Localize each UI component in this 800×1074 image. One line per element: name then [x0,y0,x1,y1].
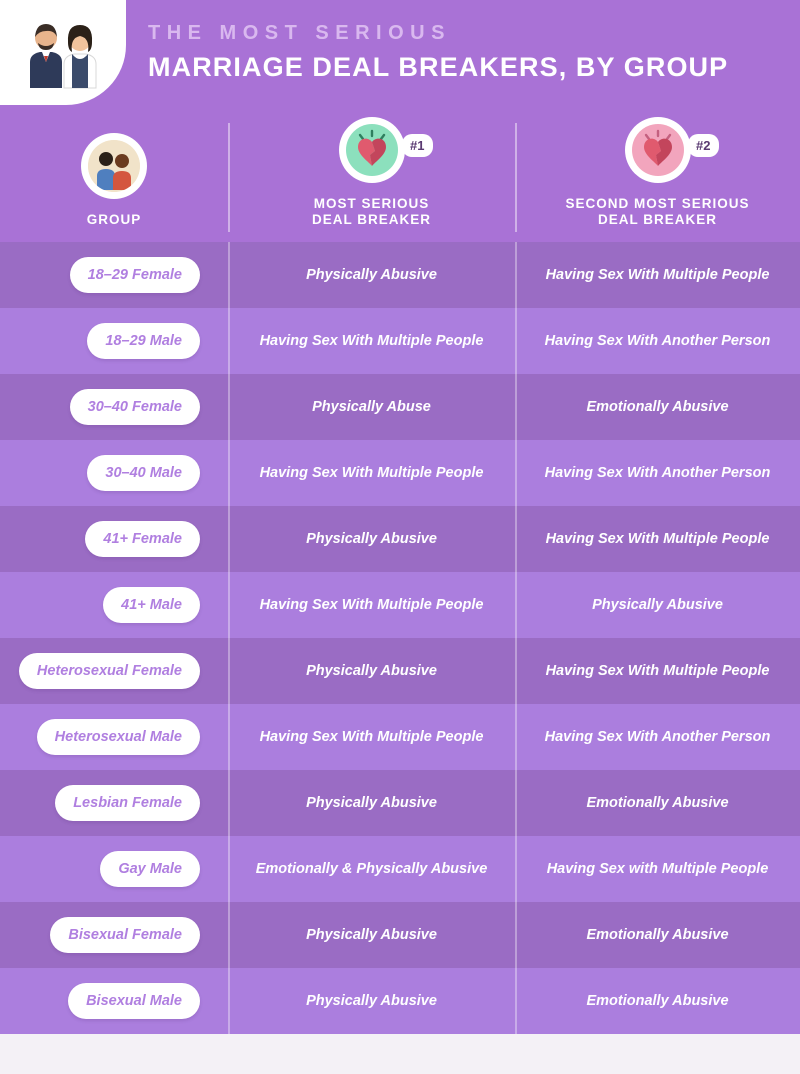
group-pill: 30–40 Female [70,389,200,425]
table-row [0,506,800,572]
column-header-first-line1: MOST SERIOUS [313,196,430,211]
header-divider-2 [515,123,517,232]
row-divider [228,308,230,374]
column-header-first-label [312,196,431,228]
second-deal-breaker-cell: Emotionally Abusive [586,399,729,415]
group-cell [0,587,228,623]
row-divider [515,968,517,1034]
first-deal-breaker-cell: Having Sex With Multiple People [259,729,484,745]
row-divider [515,374,517,440]
table-header-row [0,105,800,242]
second-deal-breaker-cell: Having Sex With Another Person [544,465,771,481]
second-deal-breaker-cell: Having Sex With Multiple People [545,267,770,283]
row-divider [515,704,517,770]
column-header-second-line1: SECOND MOST SERIOUS [565,196,750,211]
table-row [0,374,800,440]
footer-spacer [0,1034,800,1074]
group-pill: Heterosexual Male [37,719,200,755]
row-divider [228,836,230,902]
row-divider [228,506,230,572]
first-deal-breaker-cell: Emotionally & Physically Abusive [255,861,488,877]
first-deal-breaker-cell: Physically Abusive [306,927,437,943]
second-deal-breaker-cell: Emotionally Abusive [586,795,729,811]
group-cell [0,719,228,755]
table-row [0,968,800,1034]
first-deal-breaker-cell: Physically Abusive [306,663,437,679]
row-divider [228,902,230,968]
two-people-icon [81,133,147,199]
header-kicker: THE MOST SERIOUS [148,22,451,44]
group-cell [0,653,228,689]
first-deal-breaker-cell: Having Sex With Multiple People [259,597,484,613]
group-cell [0,521,228,557]
second-deal-breaker-cell: Having Sex With Another Person [544,333,771,349]
table-body [0,242,800,1034]
table-row [0,770,800,836]
row-divider [515,506,517,572]
table-row [0,638,800,704]
row-divider [228,374,230,440]
group-cell [0,323,228,359]
row-divider [228,968,230,1034]
table-row [0,704,800,770]
second-deal-breaker-cell: Emotionally Abusive [586,927,729,943]
group-cell [0,389,228,425]
row-divider [515,440,517,506]
broken-heart-green-icon [339,117,425,183]
rank-badge-2: #2 [688,134,718,157]
column-header-group-label: GROUP [86,212,142,227]
second-deal-breaker-cell: Physically Abusive [592,597,723,613]
second-deal-breaker-cell: Emotionally Abusive [586,993,729,1009]
group-cell [0,455,228,491]
column-header-second [515,105,800,242]
row-divider [515,242,517,308]
row-divider [228,770,230,836]
couple-illustration-icon [20,16,106,90]
row-divider [515,836,517,902]
row-divider [515,770,517,836]
group-pill: 30–40 Male [87,455,200,491]
group-cell [0,785,228,821]
second-deal-breaker-cell: Having Sex with Multiple People [546,861,769,877]
row-divider [228,704,230,770]
row-divider [515,902,517,968]
column-header-first-line2: DEAL BREAKER [311,212,431,227]
table-row [0,440,800,506]
header-divider-1 [228,123,230,232]
second-deal-breaker-cell: Having Sex With Another Person [544,729,771,745]
column-header-first [228,105,515,242]
first-deal-breaker-cell: Physically Abusive [306,795,437,811]
header-banner [0,0,800,105]
group-pill: Gay Male [100,851,200,887]
row-divider [228,572,230,638]
column-header-second-line2: DEAL BREAKER [597,212,717,227]
group-pill: Heterosexual Female [19,653,200,689]
group-pill: Bisexual Female [50,917,200,953]
page-title: MARRIAGE DEAL BREAKERS, BY GROUP [148,52,729,82]
broken-heart-pink-icon [625,117,711,183]
table-row [0,836,800,902]
second-deal-breaker-cell: Having Sex With Multiple People [545,663,770,679]
first-deal-breaker-cell: Having Sex With Multiple People [259,465,484,481]
group-pill: Bisexual Male [68,983,200,1019]
group-pill: 41+ Female [85,521,200,557]
first-deal-breaker-cell: Physically Abusive [306,267,437,283]
column-header-second-label [565,196,749,228]
row-divider [228,242,230,308]
first-deal-breaker-cell: Physically Abuse [312,399,431,415]
table-row [0,572,800,638]
table-row [0,902,800,968]
column-header-group [0,105,228,242]
row-divider [228,440,230,506]
first-deal-breaker-cell: Physically Abusive [306,531,437,547]
row-divider [515,572,517,638]
group-cell [0,983,228,1019]
first-deal-breaker-cell: Having Sex With Multiple People [259,333,484,349]
group-cell [0,257,228,293]
row-divider [515,638,517,704]
group-pill: 41+ Male [103,587,200,623]
group-pill: Lesbian Female [55,785,200,821]
table-row [0,308,800,374]
second-deal-breaker-cell: Having Sex With Multiple People [545,531,770,547]
header-icon-badge [0,0,126,105]
header-text-block [148,22,728,83]
group-cell [0,851,228,887]
first-deal-breaker-cell: Physically Abusive [306,993,437,1009]
group-pill: 18–29 Male [87,323,200,359]
table-row [0,242,800,308]
row-divider [228,638,230,704]
row-divider [515,308,517,374]
rank-badge-1: #1 [402,134,432,157]
group-cell [0,917,228,953]
group-pill: 18–29 Female [70,257,200,293]
